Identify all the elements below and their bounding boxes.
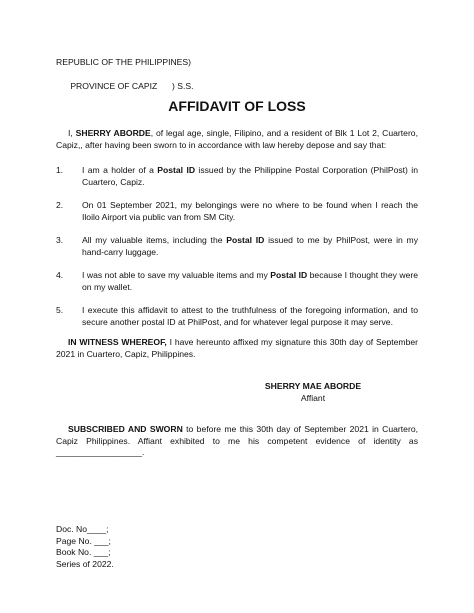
statement-list <box>56 165 418 340</box>
jurat-text: to before me this 30th day of September 2021 in Cuartero, Capiz Philippines. Affiant exhibited to me his competent evidence of identity as __________________. <box>56 424 418 457</box>
list-item <box>56 165 418 188</box>
item-text-tail: because I thought they were on my wallet. <box>82 270 419 292</box>
intro-paragraph <box>56 128 418 151</box>
list-item <box>56 235 418 258</box>
caption-republic: REPUBLIC OF THE PHILIPPINES) <box>56 57 191 67</box>
item-bold: Postal ID <box>270 270 308 280</box>
item-number: 4. <box>56 270 64 280</box>
item-bold: Postal ID <box>226 235 265 245</box>
document-caption <box>56 57 194 91</box>
item-text: I was not able to save my valuable items and my <box>82 270 271 280</box>
affiant-signature-block <box>238 381 388 404</box>
series-year: Series of 2022. <box>56 558 114 569</box>
caption-ss: ) S.S. <box>172 80 194 91</box>
affiant-role: Affiant <box>300 392 326 403</box>
item-text-tail: issued by the Philippine Postal Corporation (PhilPost) in Cuartero, Capiz. <box>82 165 418 187</box>
page-number: Page No. ___; <box>56 535 111 546</box>
list-item <box>56 200 418 223</box>
doc-number: Doc. No____; <box>56 524 109 534</box>
list-item <box>56 270 418 293</box>
notarial-register <box>56 524 114 570</box>
item-number: 2. <box>56 200 64 210</box>
jurat-paragraph <box>56 424 418 459</box>
intro-pre: I, <box>68 128 76 138</box>
witness-lead: IN WITNESS WHEREOF, <box>68 337 167 347</box>
list-item <box>56 305 418 328</box>
item-number: 1. <box>56 165 64 175</box>
book-number: Book No. ___; <box>56 547 111 557</box>
item-text: All my valuable items, including the <box>82 235 227 245</box>
witness-paragraph <box>56 337 418 360</box>
affiant-name-inline: SHERRY ABORDE <box>75 128 151 138</box>
jurat-lead: SUBSCRIBED AND SWORN <box>68 424 183 434</box>
document-title: AFFIDAVIT OF LOSS <box>168 98 306 114</box>
caption-province-line <box>56 69 194 91</box>
item-text: On 01 September 2021, my belongings were no where to be found when I reach the Iloilo Airport via public van from SM City. <box>82 200 418 222</box>
item-number: 5. <box>56 305 64 315</box>
item-text: I am a holder of a <box>82 165 158 175</box>
item-text-tail: issued to me by PhilPost, were in my hand-carry luggage. <box>82 235 418 257</box>
witness-text: I have hereunto affixed my signature this 30th day of September 2021 in Cuartero, Capiz, Philippines. <box>56 337 418 359</box>
caption-province: PROVINCE OF CAPIZ <box>70 80 158 91</box>
item-text: I execute this affidavit to attest to the truthfulness of the foregoing information, and to secure another postal ID at PhilPost, and for whatever legal purpose it may serve. <box>82 305 418 327</box>
item-bold: Postal ID <box>157 165 196 175</box>
intro-post: , of legal age, single, Filipino, and a resident of Blk 1 Lot 2, Cuartero, Capiz,, after having been sworn to in accordance with law hereby depose and say that: <box>56 128 418 150</box>
item-number: 3. <box>56 235 64 245</box>
affiant-name: SHERRY MAE ABORDE <box>264 381 362 391</box>
